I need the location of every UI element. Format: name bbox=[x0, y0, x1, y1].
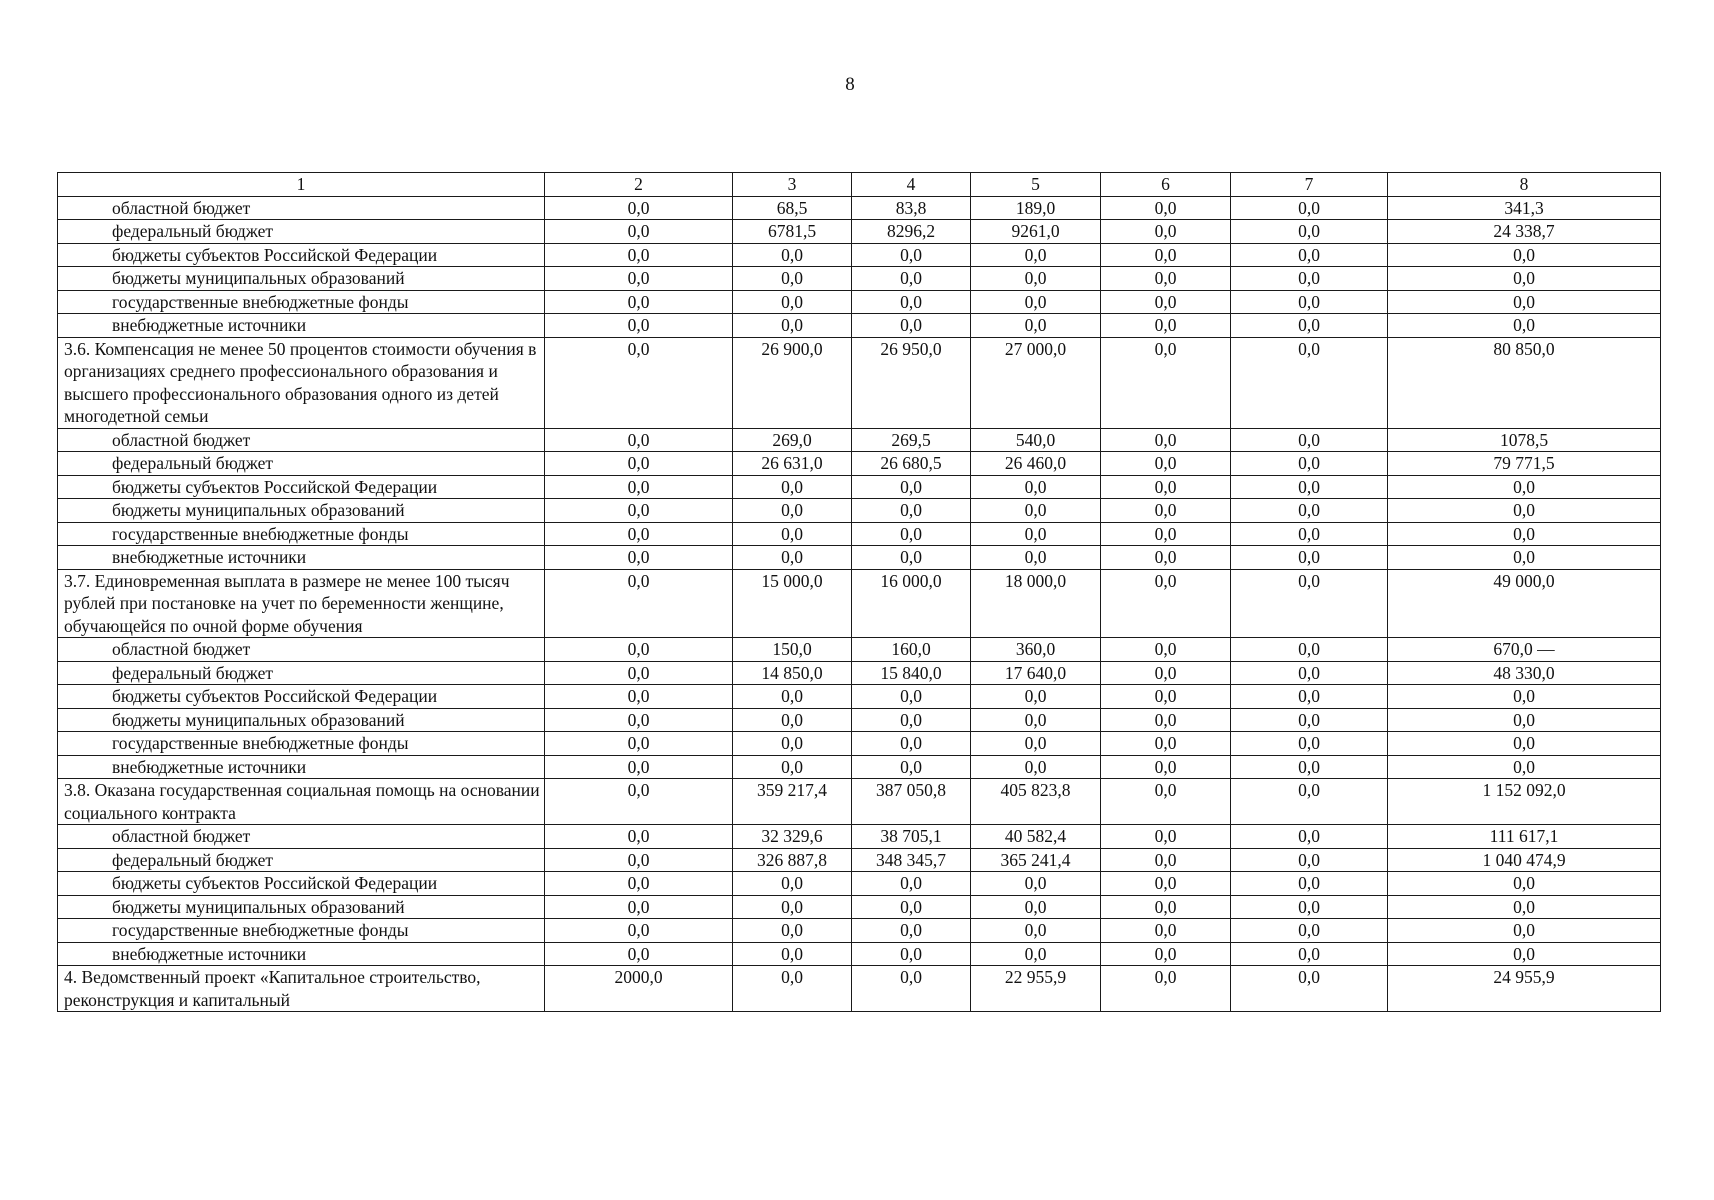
table-row bbox=[58, 475, 1661, 499]
table-cell: 0,0 bbox=[971, 919, 1101, 943]
table-cell: 0,0 bbox=[1388, 475, 1661, 499]
column-header: 3 bbox=[733, 173, 852, 197]
table-cell: 0,0 bbox=[1388, 546, 1661, 570]
table-row bbox=[58, 428, 1661, 452]
table-cell: 83,8 bbox=[852, 196, 971, 220]
table-cell: 1 040 474,9 bbox=[1388, 848, 1661, 872]
table-cell: 68,5 bbox=[733, 196, 852, 220]
table-cell: 0,0 bbox=[1231, 220, 1388, 244]
table-cell: 0,0 bbox=[971, 267, 1101, 291]
table-cell: 24 338,7 bbox=[1388, 220, 1661, 244]
row-label: федеральный бюджет bbox=[58, 452, 545, 476]
table-cell: 0,0 bbox=[1231, 267, 1388, 291]
table-cell: 0,0 bbox=[971, 314, 1101, 338]
table-cell: 150,0 bbox=[733, 638, 852, 662]
table-cell: 0,0 bbox=[1388, 872, 1661, 896]
column-header: 5 bbox=[971, 173, 1101, 197]
row-label: бюджеты субъектов Российской Федерации bbox=[58, 475, 545, 499]
table-cell: 0,0 bbox=[545, 475, 733, 499]
column-header: 6 bbox=[1101, 173, 1231, 197]
table-cell: 0,0 bbox=[1231, 499, 1388, 523]
table-cell: 0,0 bbox=[545, 919, 733, 943]
section-title: 3.7. Единовременная выплата в размере не менее 100 тысяч рублей при постановке на учет по беременности женщине, обучающейся по очной форме обучения bbox=[58, 569, 545, 638]
table-cell: 0,0 bbox=[971, 942, 1101, 966]
table-cell: 26 631,0 bbox=[733, 452, 852, 476]
section-row bbox=[58, 779, 1661, 825]
table-cell: 0,0 bbox=[1101, 732, 1231, 756]
table-cell: 0,0 bbox=[1101, 638, 1231, 662]
table-row bbox=[58, 825, 1661, 849]
table-row bbox=[58, 243, 1661, 267]
table-cell: 14 850,0 bbox=[733, 661, 852, 685]
row-label: бюджеты муниципальных образований bbox=[58, 895, 545, 919]
table-cell: 0,0 bbox=[1231, 966, 1388, 1012]
table-cell: 540,0 bbox=[971, 428, 1101, 452]
table-cell: 0,0 bbox=[1101, 779, 1231, 825]
table-cell: 0,0 bbox=[733, 267, 852, 291]
column-header: 4 bbox=[852, 173, 971, 197]
table-cell: 0,0 bbox=[1101, 290, 1231, 314]
table-cell: 405 823,8 bbox=[971, 779, 1101, 825]
table-cell: 0,0 bbox=[1231, 732, 1388, 756]
table-cell: 0,0 bbox=[733, 732, 852, 756]
row-label: бюджеты муниципальных образований bbox=[58, 708, 545, 732]
table-cell: 0,0 bbox=[971, 755, 1101, 779]
table-cell: 360,0 bbox=[971, 638, 1101, 662]
table-cell: 0,0 bbox=[852, 546, 971, 570]
row-label: внебюджетные источники bbox=[58, 755, 545, 779]
table-cell: 0,0 bbox=[733, 290, 852, 314]
row-label: внебюджетные источники bbox=[58, 546, 545, 570]
column-header: 7 bbox=[1231, 173, 1388, 197]
table-row bbox=[58, 290, 1661, 314]
table-cell: 0,0 bbox=[1101, 966, 1231, 1012]
table-cell: 0,0 bbox=[1231, 290, 1388, 314]
table-cell: 0,0 bbox=[545, 314, 733, 338]
table-cell: 359 217,4 bbox=[733, 779, 852, 825]
table-cell: 0,0 bbox=[733, 314, 852, 338]
table-cell: 0,0 bbox=[852, 290, 971, 314]
table-cell: 0,0 bbox=[1101, 546, 1231, 570]
table-cell: 0,0 bbox=[1388, 919, 1661, 943]
table-row bbox=[58, 755, 1661, 779]
table-cell: 0,0 bbox=[545, 499, 733, 523]
table-cell: 0,0 bbox=[545, 569, 733, 638]
table-cell: 269,0 bbox=[733, 428, 852, 452]
row-label: внебюджетные источники bbox=[58, 942, 545, 966]
table-cell: 17 640,0 bbox=[971, 661, 1101, 685]
table-row bbox=[58, 685, 1661, 709]
table-cell: 0,0 bbox=[1231, 708, 1388, 732]
table-cell: 269,5 bbox=[852, 428, 971, 452]
section-row bbox=[58, 966, 1661, 1012]
table-cell: 0,0 bbox=[852, 895, 971, 919]
table-cell: 26 950,0 bbox=[852, 337, 971, 428]
table-cell: 8296,2 bbox=[852, 220, 971, 244]
table-row bbox=[58, 522, 1661, 546]
table-cell: 0,0 bbox=[1101, 499, 1231, 523]
table-cell: 0,0 bbox=[1101, 243, 1231, 267]
table-cell: 0,0 bbox=[971, 895, 1101, 919]
table-row bbox=[58, 732, 1661, 756]
table-cell: 0,0 bbox=[545, 243, 733, 267]
table-cell: 0,0 bbox=[1388, 732, 1661, 756]
table-row bbox=[58, 314, 1661, 338]
table-cell: 26 460,0 bbox=[971, 452, 1101, 476]
table-cell: 0,0 bbox=[733, 966, 852, 1012]
table-cell: 0,0 bbox=[971, 708, 1101, 732]
table-cell: 18 000,0 bbox=[971, 569, 1101, 638]
row-label: федеральный бюджет bbox=[58, 661, 545, 685]
table-row bbox=[58, 895, 1661, 919]
table-cell: 0,0 bbox=[1101, 661, 1231, 685]
table-cell: 0,0 bbox=[852, 966, 971, 1012]
table-cell: 0,0 bbox=[545, 779, 733, 825]
table-cell: 0,0 bbox=[1101, 196, 1231, 220]
table-cell: 0,0 bbox=[1388, 685, 1661, 709]
table-cell: 0,0 bbox=[545, 755, 733, 779]
page-number: 8 bbox=[845, 74, 855, 95]
column-header: 8 bbox=[1388, 173, 1661, 197]
table-row bbox=[58, 919, 1661, 943]
table-cell: 0,0 bbox=[1231, 569, 1388, 638]
table-cell: 0,0 bbox=[1101, 337, 1231, 428]
table-cell: 0,0 bbox=[1388, 522, 1661, 546]
table-cell: 0,0 bbox=[1101, 942, 1231, 966]
table-cell: 0,0 bbox=[1388, 708, 1661, 732]
table-cell: 0,0 bbox=[1231, 872, 1388, 896]
table-cell: 0,0 bbox=[545, 872, 733, 896]
table-cell: 0,0 bbox=[733, 919, 852, 943]
table-cell: 0,0 bbox=[545, 895, 733, 919]
table-cell: 0,0 bbox=[971, 872, 1101, 896]
row-label: бюджеты муниципальных образований bbox=[58, 499, 545, 523]
table-cell: 0,0 bbox=[545, 428, 733, 452]
table-cell: 0,0 bbox=[545, 848, 733, 872]
table-cell: 341,3 bbox=[1388, 196, 1661, 220]
row-label: бюджеты субъектов Российской Федерации bbox=[58, 243, 545, 267]
budget-table-body bbox=[58, 173, 1661, 1012]
table-cell: 6781,5 bbox=[733, 220, 852, 244]
table-cell: 0,0 bbox=[1101, 708, 1231, 732]
section-title: 3.6. Компенсация не менее 50 процентов стоимости обучения в организациях среднего профессионального образования и высшего профессионального образования одного из детей многодетной семьи bbox=[58, 337, 545, 428]
table-cell: 326 887,8 bbox=[733, 848, 852, 872]
table-cell: 0,0 bbox=[1231, 661, 1388, 685]
table-row bbox=[58, 220, 1661, 244]
table-cell: 0,0 bbox=[1388, 942, 1661, 966]
table-cell: 2000,0 bbox=[545, 966, 733, 1012]
table-cell: 0,0 bbox=[733, 708, 852, 732]
table-cell: 0,0 bbox=[1388, 243, 1661, 267]
table-cell: 0,0 bbox=[733, 546, 852, 570]
table-cell: 0,0 bbox=[971, 243, 1101, 267]
table-cell: 0,0 bbox=[545, 732, 733, 756]
row-label: бюджеты субъектов Российской Федерации bbox=[58, 872, 545, 896]
table-cell: 0,0 bbox=[733, 685, 852, 709]
table-cell: 38 705,1 bbox=[852, 825, 971, 849]
table-cell: 0,0 bbox=[852, 732, 971, 756]
table-cell: 0,0 bbox=[852, 499, 971, 523]
table-cell: 0,0 bbox=[852, 919, 971, 943]
table-cell: 0,0 bbox=[852, 872, 971, 896]
row-label: федеральный бюджет bbox=[58, 220, 545, 244]
table-cell: 0,0 bbox=[1101, 895, 1231, 919]
row-label: областной бюджет bbox=[58, 638, 545, 662]
table-cell: 0,0 bbox=[1231, 546, 1388, 570]
table-cell: 0,0 bbox=[545, 825, 733, 849]
table-cell: 0,0 bbox=[545, 452, 733, 476]
table-cell: 0,0 bbox=[852, 685, 971, 709]
table-cell: 0,0 bbox=[1101, 685, 1231, 709]
table-row bbox=[58, 546, 1661, 570]
table-cell: 48 330,0 bbox=[1388, 661, 1661, 685]
table-cell: 0,0 bbox=[1388, 499, 1661, 523]
table-cell: 0,0 bbox=[545, 337, 733, 428]
row-label: областной бюджет bbox=[58, 825, 545, 849]
table-cell: 0,0 bbox=[545, 708, 733, 732]
table-cell: 0,0 bbox=[1388, 755, 1661, 779]
table-cell: 0,0 bbox=[1231, 475, 1388, 499]
table-cell: 32 329,6 bbox=[733, 825, 852, 849]
section-title: 3.8. Оказана государственная социальная помощь на основании социального контракта bbox=[58, 779, 545, 825]
table-row bbox=[58, 708, 1661, 732]
table-cell: 0,0 bbox=[1231, 779, 1388, 825]
table-row bbox=[58, 452, 1661, 476]
table-cell: 0,0 bbox=[1231, 314, 1388, 338]
table-cell: 22 955,9 bbox=[971, 966, 1101, 1012]
table-cell: 40 582,4 bbox=[971, 825, 1101, 849]
table-cell: 0,0 bbox=[971, 732, 1101, 756]
table-cell: 0,0 bbox=[1101, 267, 1231, 291]
table-cell: 0,0 bbox=[971, 522, 1101, 546]
table-row bbox=[58, 872, 1661, 896]
table-cell: 0,0 bbox=[545, 638, 733, 662]
table-cell: 0,0 bbox=[1101, 452, 1231, 476]
table-cell: 0,0 bbox=[1101, 872, 1231, 896]
table-cell: 0,0 bbox=[545, 220, 733, 244]
table-cell: 79 771,5 bbox=[1388, 452, 1661, 476]
table-cell: 348 345,7 bbox=[852, 848, 971, 872]
row-label: областной бюджет bbox=[58, 196, 545, 220]
table-cell: 0,0 bbox=[852, 755, 971, 779]
table-cell: 0,0 bbox=[545, 267, 733, 291]
table-cell: 0,0 bbox=[545, 546, 733, 570]
table-cell: 0,0 bbox=[1231, 428, 1388, 452]
row-label: государственные внебюджетные фонды bbox=[58, 732, 545, 756]
table-cell: 0,0 bbox=[733, 475, 852, 499]
table-cell: 0,0 bbox=[852, 267, 971, 291]
row-label: внебюджетные источники bbox=[58, 314, 545, 338]
table-cell: 0,0 bbox=[733, 872, 852, 896]
row-label: федеральный бюджет bbox=[58, 848, 545, 872]
row-label: бюджеты субъектов Российской Федерации bbox=[58, 685, 545, 709]
row-label: государственные внебюджетные фонды bbox=[58, 290, 545, 314]
table-cell: 0,0 bbox=[971, 475, 1101, 499]
table-cell: 0,0 bbox=[1101, 475, 1231, 499]
table-cell: 0,0 bbox=[1388, 314, 1661, 338]
column-header: 2 bbox=[545, 173, 733, 197]
table-cell: 0,0 bbox=[1101, 314, 1231, 338]
row-label: областной бюджет bbox=[58, 428, 545, 452]
table-cell: 16 000,0 bbox=[852, 569, 971, 638]
table-cell: 49 000,0 bbox=[1388, 569, 1661, 638]
table-row bbox=[58, 942, 1661, 966]
table-cell: 0,0 bbox=[1231, 755, 1388, 779]
table-row bbox=[58, 848, 1661, 872]
table-cell: 0,0 bbox=[1231, 638, 1388, 662]
table-cell: 0,0 bbox=[1101, 848, 1231, 872]
table-cell: 0,0 bbox=[1231, 452, 1388, 476]
table-cell: 670,0 — bbox=[1388, 638, 1661, 662]
section-row bbox=[58, 337, 1661, 428]
table-cell: 0,0 bbox=[1101, 428, 1231, 452]
table-cell: 0,0 bbox=[852, 708, 971, 732]
table-cell: 80 850,0 bbox=[1388, 337, 1661, 428]
table-cell: 0,0 bbox=[1101, 220, 1231, 244]
table-cell: 0,0 bbox=[1231, 337, 1388, 428]
table-cell: 0,0 bbox=[1388, 267, 1661, 291]
table-cell: 0,0 bbox=[1231, 196, 1388, 220]
table-row bbox=[58, 661, 1661, 685]
table-cell: 26 900,0 bbox=[733, 337, 852, 428]
table-cell: 0,0 bbox=[1231, 685, 1388, 709]
table-cell: 0,0 bbox=[971, 499, 1101, 523]
table-cell: 15 000,0 bbox=[733, 569, 852, 638]
table-cell: 0,0 bbox=[1231, 895, 1388, 919]
table-cell: 15 840,0 bbox=[852, 661, 971, 685]
table-cell: 0,0 bbox=[545, 290, 733, 314]
table-cell: 27 000,0 bbox=[971, 337, 1101, 428]
table-cell: 0,0 bbox=[852, 243, 971, 267]
table-cell: 0,0 bbox=[1388, 290, 1661, 314]
table-cell: 1078,5 bbox=[1388, 428, 1661, 452]
table-cell: 0,0 bbox=[1231, 942, 1388, 966]
table-cell: 0,0 bbox=[852, 522, 971, 546]
table-cell: 1 152 092,0 bbox=[1388, 779, 1661, 825]
table-cell: 0,0 bbox=[1101, 569, 1231, 638]
table-cell: 0,0 bbox=[1231, 848, 1388, 872]
table-cell: 0,0 bbox=[1231, 919, 1388, 943]
table-row bbox=[58, 499, 1661, 523]
section-title: 4. Ведомственный проект «Капитальное строительство, реконструкция и капитальный bbox=[58, 966, 545, 1012]
table-cell: 365 241,4 bbox=[971, 848, 1101, 872]
table-header-row bbox=[58, 173, 1661, 197]
table-cell: 0,0 bbox=[1231, 825, 1388, 849]
column-header: 1 bbox=[58, 173, 545, 197]
table-cell: 111 617,1 bbox=[1388, 825, 1661, 849]
table-row bbox=[58, 267, 1661, 291]
table-cell: 0,0 bbox=[545, 522, 733, 546]
table-cell: 0,0 bbox=[852, 942, 971, 966]
table-cell: 160,0 bbox=[852, 638, 971, 662]
table-row bbox=[58, 638, 1661, 662]
row-label: государственные внебюджетные фонды bbox=[58, 919, 545, 943]
table-cell: 0,0 bbox=[971, 290, 1101, 314]
table-cell: 0,0 bbox=[733, 243, 852, 267]
table-cell: 0,0 bbox=[733, 522, 852, 546]
table-row bbox=[58, 196, 1661, 220]
table-cell: 0,0 bbox=[733, 755, 852, 779]
table-cell: 387 050,8 bbox=[852, 779, 971, 825]
table-cell: 0,0 bbox=[1101, 755, 1231, 779]
table-cell: 0,0 bbox=[971, 685, 1101, 709]
table-cell: 0,0 bbox=[545, 685, 733, 709]
budget-table bbox=[57, 172, 1661, 1012]
row-label: бюджеты муниципальных образований bbox=[58, 267, 545, 291]
section-row bbox=[58, 569, 1661, 638]
table-cell: 0,0 bbox=[545, 661, 733, 685]
table-cell: 0,0 bbox=[971, 546, 1101, 570]
table-cell: 0,0 bbox=[545, 196, 733, 220]
table-cell: 26 680,5 bbox=[852, 452, 971, 476]
table-cell: 0,0 bbox=[1388, 895, 1661, 919]
table-cell: 0,0 bbox=[1231, 243, 1388, 267]
table-cell: 9261,0 bbox=[971, 220, 1101, 244]
table-cell: 189,0 bbox=[971, 196, 1101, 220]
table-cell: 0,0 bbox=[1101, 522, 1231, 546]
table-cell: 0,0 bbox=[1101, 919, 1231, 943]
table-cell: 0,0 bbox=[852, 475, 971, 499]
table-cell: 0,0 bbox=[1101, 825, 1231, 849]
table-cell: 0,0 bbox=[733, 942, 852, 966]
row-label: государственные внебюджетные фонды bbox=[58, 522, 545, 546]
table-cell: 0,0 bbox=[545, 942, 733, 966]
table-cell: 0,0 bbox=[1231, 522, 1388, 546]
table-cell: 0,0 bbox=[733, 499, 852, 523]
table-cell: 24 955,9 bbox=[1388, 966, 1661, 1012]
table-cell: 0,0 bbox=[852, 314, 971, 338]
table-cell: 0,0 bbox=[733, 895, 852, 919]
